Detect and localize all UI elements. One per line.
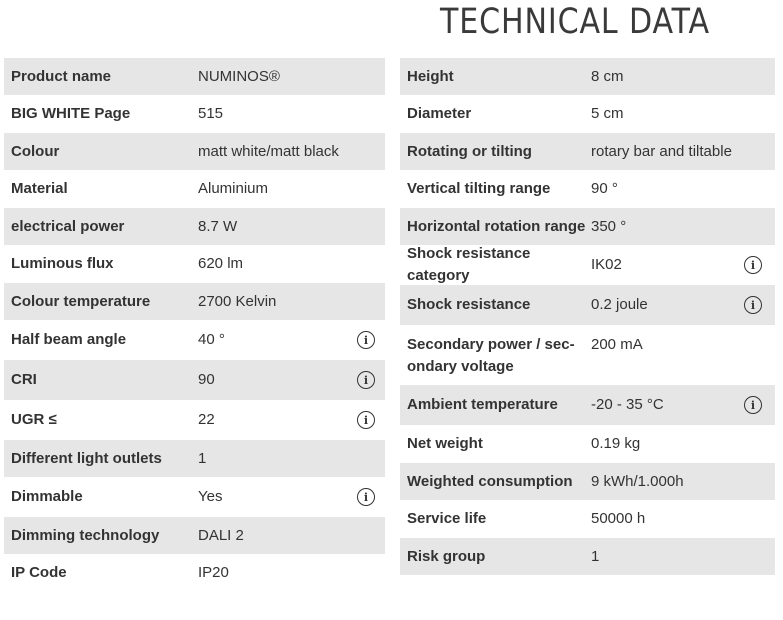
- row-label: Product name: [11, 67, 112, 85]
- data-row-secondary-power: [400, 325, 775, 385]
- data-row-diameter: [400, 95, 775, 133]
- info-icon[interactable]: i: [744, 256, 762, 274]
- row-value: -20 - 35 °C: [591, 396, 664, 413]
- row-label: Shock resistance category: [407, 245, 531, 284]
- row-label: IP Code: [11, 564, 67, 581]
- row-value: 620 lm: [198, 255, 244, 272]
- info-icon[interactable]: i: [357, 411, 375, 429]
- data-row-ambient-temperature: [400, 385, 775, 425]
- info-icon[interactable]: i: [357, 488, 375, 506]
- row-label: Service life: [407, 510, 487, 527]
- row-label: Material: [11, 180, 68, 197]
- row-label: Ambient temperature: [407, 396, 558, 413]
- row-value: 9 kWh/1.000h: [591, 472, 684, 490]
- row-label: Diameter: [407, 105, 472, 122]
- data-row-cri: [4, 360, 385, 400]
- data-row-service-life: [400, 500, 775, 538]
- row-value: 22: [198, 411, 215, 428]
- row-value: 0.2 joule: [591, 296, 648, 313]
- row-label: Horizontal rotation range: [407, 217, 586, 235]
- row-value: 0.19 kg: [591, 435, 641, 452]
- data-row-material: [4, 170, 385, 208]
- row-value: 515: [198, 105, 224, 122]
- row-value: 90: [198, 371, 215, 388]
- row-label: Different light outlets: [11, 449, 162, 467]
- row-value: IP20: [198, 564, 229, 581]
- row-value: 90 °: [591, 180, 618, 197]
- page-title: TECHNICAL DATA: [440, 2, 710, 42]
- row-label: Dimming technology: [11, 526, 160, 544]
- info-icon[interactable]: i: [744, 396, 762, 414]
- data-row-shock-resistance-category: [400, 245, 775, 285]
- row-label: BIG WHITE Page: [11, 105, 131, 122]
- row-label: Luminous flux: [11, 255, 114, 272]
- row-value: 5 cm: [591, 105, 624, 122]
- data-row-dimmable: [4, 477, 385, 517]
- row-label: Shock resistance: [407, 296, 531, 313]
- data-row-big-white-page: [4, 95, 385, 133]
- data-row-electrical-power: [4, 208, 385, 245]
- row-label-line-2: ondary voltage: [407, 358, 514, 375]
- row-label: electrical power: [11, 217, 125, 235]
- technical-data-right-column: [400, 58, 775, 575]
- data-row-product-name: [4, 58, 385, 95]
- row-value: matt white/matt black: [198, 142, 339, 160]
- row-label-line-1: Secondary power / sec-: [407, 336, 575, 353]
- data-row-net-weight: [400, 425, 775, 463]
- row-label: Vertical tilting range: [407, 180, 551, 197]
- row-value: IK02: [591, 256, 622, 273]
- row-label: Colour: [11, 142, 60, 160]
- row-value: DALI 2: [198, 526, 244, 544]
- row-label: Net weight: [407, 435, 483, 452]
- row-value: 350 °: [591, 217, 627, 235]
- row-label: UGR ≤: [11, 411, 57, 428]
- data-row-rotating-or-tilting: [400, 133, 775, 170]
- row-label: Dimmable: [11, 488, 83, 505]
- data-row-colour: [4, 133, 385, 170]
- row-value: 40 °: [198, 331, 225, 348]
- row-value: 1: [198, 449, 207, 467]
- row-label: Rotating or tilting: [407, 142, 532, 160]
- row-label: Half beam angle: [11, 331, 127, 348]
- info-icon[interactable]: i: [357, 331, 375, 349]
- row-label: CRI: [11, 371, 37, 388]
- row-value: NUMINOS®: [198, 67, 280, 85]
- data-row-height: [400, 58, 775, 95]
- data-row-risk-group: [400, 538, 775, 575]
- data-row-colour-temperature: [4, 283, 385, 320]
- info-icon[interactable]: i: [357, 371, 375, 389]
- row-value: 2700 Kelvin: [198, 292, 277, 310]
- row-value: rotary bar and tiltable: [591, 142, 732, 160]
- row-label: [400, 334, 591, 378]
- row-value: 50000 h: [591, 510, 646, 527]
- row-label: Weighted consumption: [407, 472, 573, 490]
- row-value: 1: [591, 547, 600, 565]
- info-icon[interactable]: i: [744, 296, 762, 314]
- row-value: 8 cm: [591, 67, 624, 85]
- data-row-weighted-consumption: [400, 463, 775, 500]
- data-row-ip-code: [4, 554, 385, 592]
- row-value: 200 mA: [591, 336, 643, 353]
- data-row-vertical-tilting-range: [400, 170, 775, 208]
- data-row-different-light-outlets: [4, 440, 385, 477]
- row-label: Height: [407, 67, 454, 85]
- row-value: Aluminium: [198, 180, 269, 197]
- data-row-half-beam-angle: [4, 320, 385, 360]
- row-value: Yes: [198, 488, 223, 505]
- data-row-ugr: [4, 400, 385, 440]
- data-row-dimming-technology: [4, 517, 385, 554]
- data-row-luminous-flux: [4, 245, 385, 283]
- row-label: Colour temperature: [11, 292, 151, 310]
- data-row-horizontal-rotation-range: [400, 208, 775, 245]
- row-value: 8.7 W: [198, 217, 238, 235]
- row-label: Risk group: [407, 547, 486, 565]
- data-row-shock-resistance: [400, 285, 775, 325]
- technical-data-left-column: [4, 58, 385, 592]
